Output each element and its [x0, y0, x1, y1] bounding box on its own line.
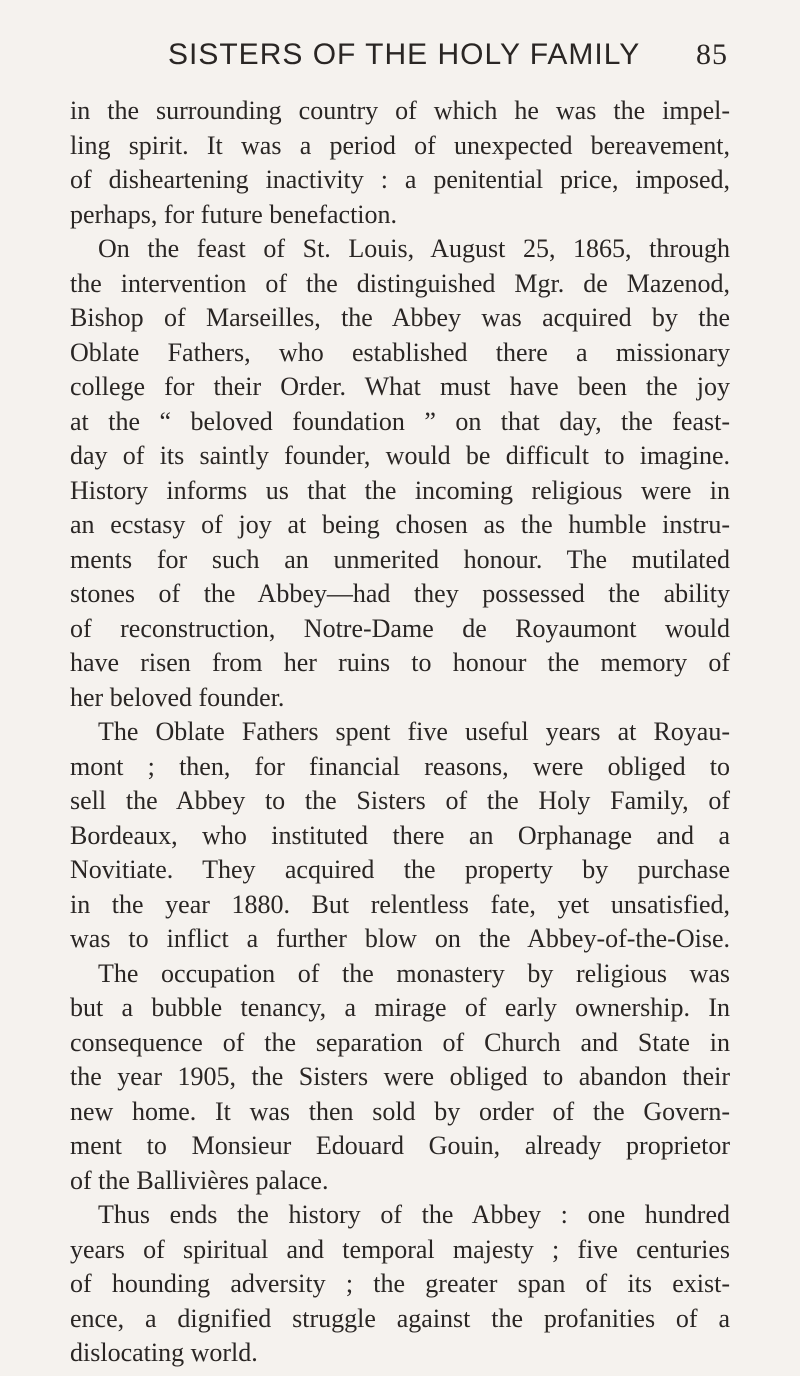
page-number: 85 — [696, 38, 728, 71]
text-line: have risen from her ruins to honour the memory of — [70, 648, 730, 677]
text-line: mont ; then, for financial reasons, were obliged to — [70, 751, 730, 781]
text-line: college for their Order. What must have been the joy — [70, 372, 730, 401]
text-line: day of its saintly founder, would be difficult to imagine. — [70, 441, 730, 470]
text-line: dislocating world. — [70, 1338, 258, 1367]
text-line: History informs us that the incoming religious were in — [70, 475, 730, 505]
text-line: of hounding adversity ; the greater span of its exist- — [70, 1269, 730, 1298]
running-head-title: SISTERS OF THE HOLY FAMILY — [168, 38, 641, 71]
text-line: On the feast of St. Louis, August 25, 1865, through — [98, 234, 730, 263]
text-line: Bishop of Marseilles, the Abbey was acquired by the — [70, 303, 730, 332]
text-line: Novitiate. They acquired the property by purchase — [70, 855, 730, 884]
text-line: The occupation of the monastery by religious was — [98, 958, 730, 988]
text-line: the year 1905, the Sisters were obliged to abandon their — [70, 1062, 730, 1091]
text-line: Oblate Fathers, who established there a missionary — [70, 337, 730, 367]
text-line: was to inflict a further blow on the Abbey-of-the-Oise. — [70, 924, 730, 953]
text-line: perhaps, for future benefaction. — [70, 199, 398, 229]
text-line: years of spiritual and temporal majesty ; five centuries — [70, 1234, 730, 1264]
text-line: ments for such an unmerited honour. The mutilated — [70, 544, 730, 574]
text-line: ment to Monsieur Edouard Gouin, already proprietor — [70, 1131, 730, 1160]
text-line: ling spirit. It was a period of unexpected bereavement, — [70, 130, 730, 160]
text-line: the intervention of the distinguished Mgr. de Mazenod, — [70, 268, 730, 298]
text-line: consequence of the separation of Church and State in — [70, 1027, 730, 1057]
text-line: her beloved founder. — [70, 682, 285, 712]
text-line: stones of the Abbey—had they possessed the ability — [70, 579, 730, 608]
running-head — [168, 38, 728, 82]
text-line: The Oblate Fathers spent five useful years at Royau- — [98, 717, 730, 746]
text-line: of reconstruction, Notre-Dame de Royaumont would — [70, 613, 730, 643]
text-line: Thus ends the history of the Abbey : one hundred — [98, 1200, 730, 1229]
text-line: at the “ beloved foundation ” on that day, the feast- — [70, 406, 730, 436]
text-line: in the year 1880. But relentless fate, yet unsatisfied, — [70, 889, 730, 919]
text-line: Bordeaux, who instituted there an Orphanage and a — [70, 820, 730, 850]
text-line: of the Ballivières palace. — [70, 1165, 329, 1195]
text-line: new home. It was then sold by order of the Govern- — [70, 1096, 730, 1126]
text-line: but a bubble tenancy, a mirage of early ownership. In — [70, 993, 730, 1022]
text-line: in the surrounding country of which he was the impel- — [70, 96, 730, 125]
text-line: of disheartening inactivity : a penitential price, imposed, — [70, 165, 730, 194]
text-line: sell the Abbey to the Sisters of the Holy Family, of — [70, 786, 730, 815]
text-line: ence, a dignified struggle against the profanities of a — [70, 1303, 730, 1333]
text-line: an ecstasy of joy at being chosen as the humble instru- — [70, 510, 730, 539]
